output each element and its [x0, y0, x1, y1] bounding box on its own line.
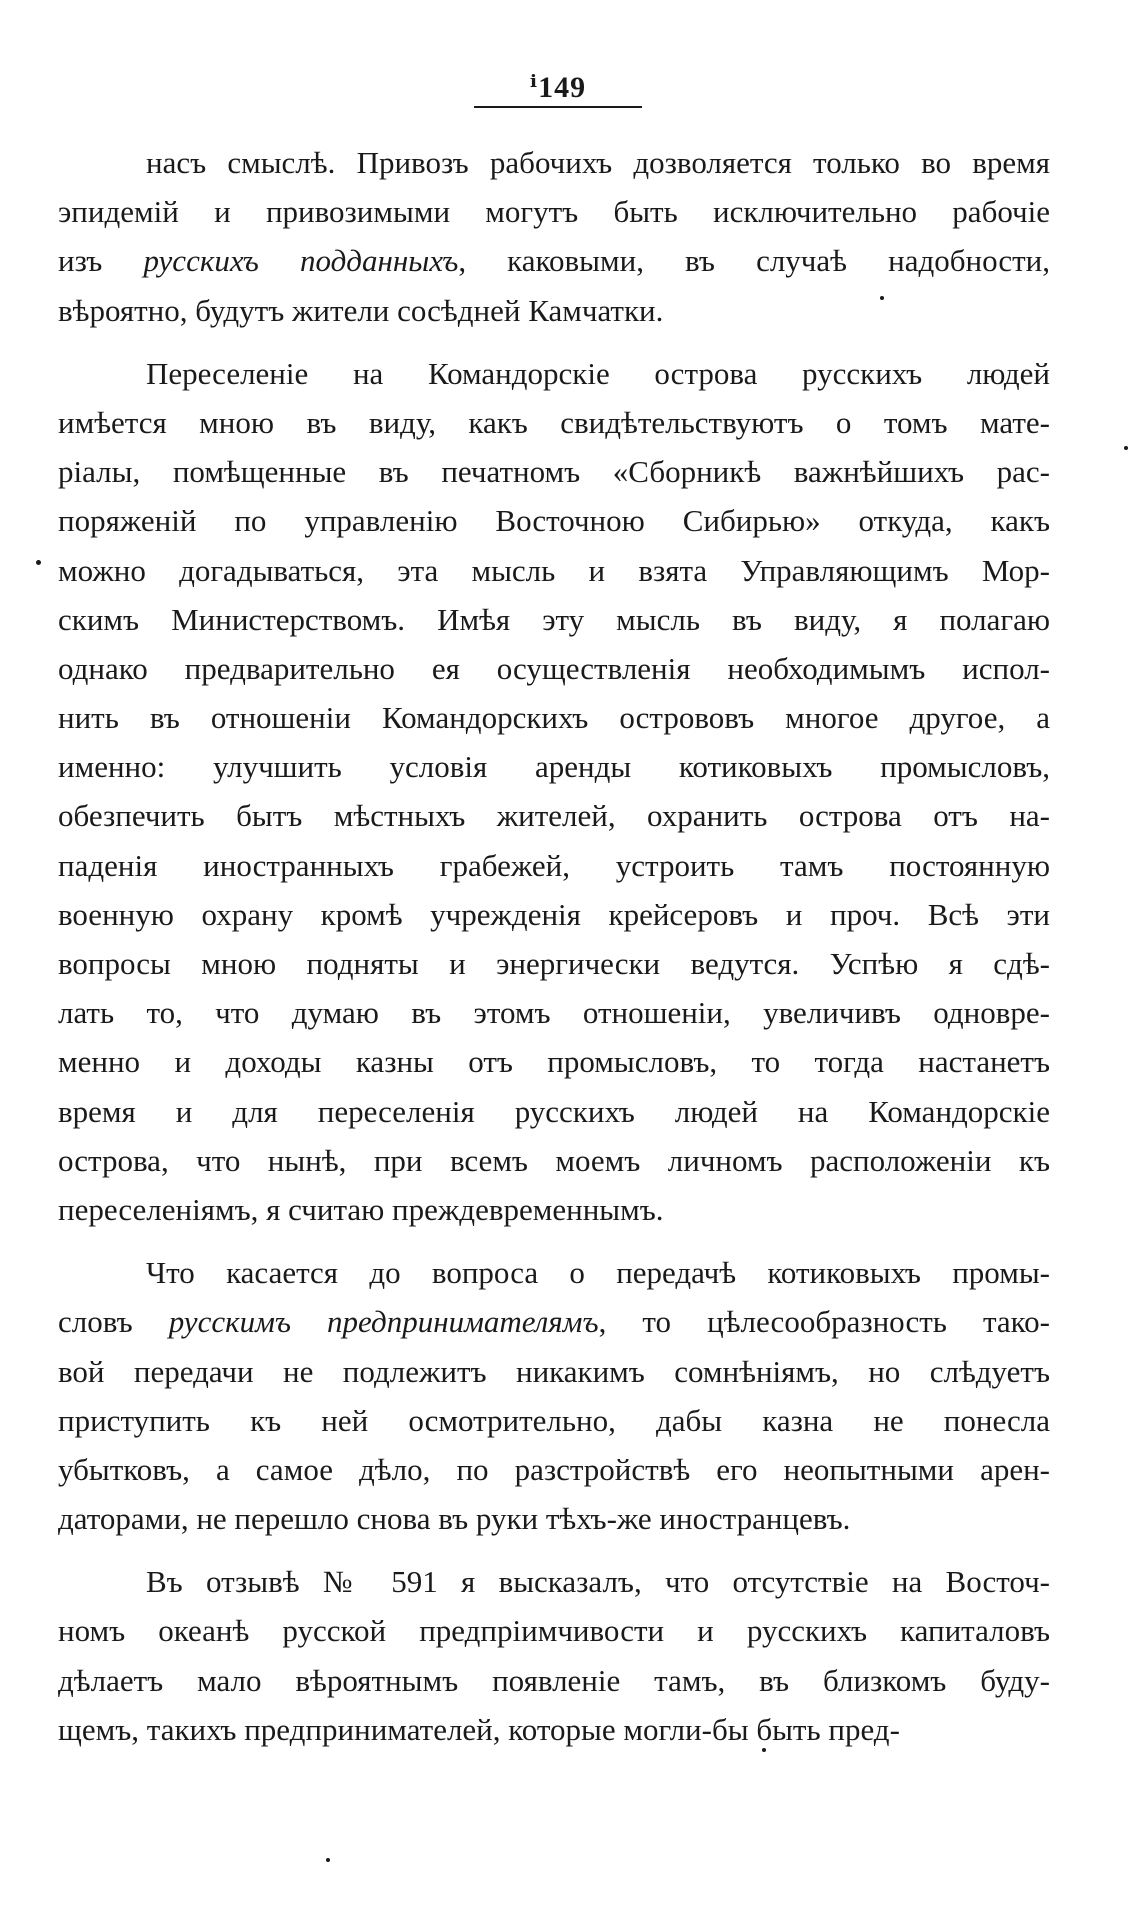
text-line: номъ океанѣ русской предпріимчивости и русскихъ капиталовъ: [58, 1613, 1050, 1649]
text-line: военную охрану кромѣ учрежденія крейсеровъ и проч. Всѣ эти: [58, 896, 1050, 932]
text-line: менно и доходы казны отъ промысловъ, то тогда настанетъ: [58, 1044, 1050, 1080]
italic-phrase: русскимъ предпринимателямъ: [168, 1304, 599, 1340]
paragraph-gap: [58, 335, 1050, 349]
text-line: насъ смыслѣ. Привозъ рабочихъ дозволяется только во время: [146, 145, 1050, 180]
text-line: даторами, не перешло снова въ руки тѣхъ-же иностранцевъ.: [58, 1501, 851, 1537]
text-line: убытковъ, а самое дѣло, по разстройствѣ его неопытными арен-: [58, 1451, 1050, 1487]
text-line: Что касается до вопроса о передачѣ котиковыхъ промы-: [146, 1255, 1050, 1291]
paragraph: [58, 138, 1050, 335]
text-line: время и для переселенія русскихъ людей на Командорскіе: [58, 1093, 1050, 1129]
body-text: [58, 138, 1050, 1754]
text-line: можно догадываться, эта мысль и взята Управляющимъ Мор-: [58, 552, 1050, 588]
page-number: ⁱ149: [529, 71, 587, 104]
text-line: дѣлаетъ мало вѣроятнымъ появленіе тамъ, въ близкомъ буду-: [58, 1662, 1050, 1698]
text-line: поряженій по управленію Восточною Сибирью» откуда, какъ: [58, 503, 1050, 539]
paragraph-gap: [58, 1234, 1050, 1248]
text-line: вой передачи не подлежитъ никакимъ сомнѣніямъ, но слѣдуетъ: [58, 1353, 1050, 1389]
text-line: острова, что нынѣ, при всемъ моемъ личномъ расположеніи къ: [58, 1142, 1050, 1178]
text-line: переселеніямъ, я считаю преждевременнымъ.: [58, 1191, 664, 1227]
paragraph-gap: [58, 1543, 1050, 1557]
text-line: щемъ, такихъ предпринимателей, которые могли-бы быть пред-: [58, 1711, 900, 1747]
scan-speck: [880, 296, 884, 300]
text-line: имѣется мною въ виду, какъ свидѣтельствуютъ о томъ мате-: [58, 404, 1050, 440]
text-line: приступить къ ней осмотрительно, дабы казна не понесла: [58, 1402, 1050, 1438]
text-line: Въ отзывѣ № 591 я высказалъ, что отсутствіе на Восточ-: [146, 1564, 1050, 1600]
page-number-rule: [474, 106, 642, 108]
text-line: [58, 1297, 1050, 1346]
scan-speck: [36, 560, 41, 565]
text-line: однако предварительно ея осуществленія необходимымъ испол-: [58, 650, 1050, 686]
text-line: [58, 236, 1050, 285]
text-segment: , то цѣлесообразность тако-: [598, 1304, 1050, 1340]
text-line: вопросы мною подняты и энергически ведутся. Успѣю я сдѣ-: [58, 946, 1050, 981]
text-line: именно: улучшить условія аренды котиковыхъ промысловъ,: [58, 749, 1050, 785]
text-line: ріалы, помѣщенные въ печатномъ «Сборникѣ важнѣйшихъ рас-: [58, 454, 1050, 490]
text-line: вѣроятно, будутъ жители сосѣдней Камчатки.: [58, 292, 664, 328]
text-line: паденія иностранныхъ грабежей, устроить тамъ постоянную: [58, 847, 1050, 883]
italic-phrase: русскихъ подданныхъ: [143, 243, 459, 279]
text-line: эпидемій и привозимыми могутъ быть исключительно рабочіе: [58, 194, 1050, 230]
text-line: обезпечить бытъ мѣстныхъ жителей, охранить острова отъ на-: [58, 798, 1050, 834]
text-line: скимъ Министерствомъ. Имѣя эту мысль въ виду, я полагаю: [58, 601, 1050, 637]
text-segment: словъ: [58, 1304, 169, 1340]
scan-speck: [326, 1858, 330, 1862]
scan-speck: [762, 1748, 766, 1752]
paragraph: [58, 349, 1050, 1234]
text-line: лать то, что думаю въ этомъ отношеніи, увеличивъ одновре-: [58, 995, 1050, 1031]
paragraph: [58, 1557, 1050, 1754]
text-line: нить въ отношеніи Командорскихъ острововъ многое другое, а: [58, 700, 1050, 736]
scan-speck: [1124, 446, 1128, 450]
paragraph: [58, 1248, 1050, 1543]
text-segment: , каковыми, въ случаѣ надобности,: [458, 243, 1050, 279]
text-line: Переселеніе на Командорскіе острова русскихъ людей: [146, 355, 1050, 391]
text-segment: изъ: [58, 243, 144, 279]
